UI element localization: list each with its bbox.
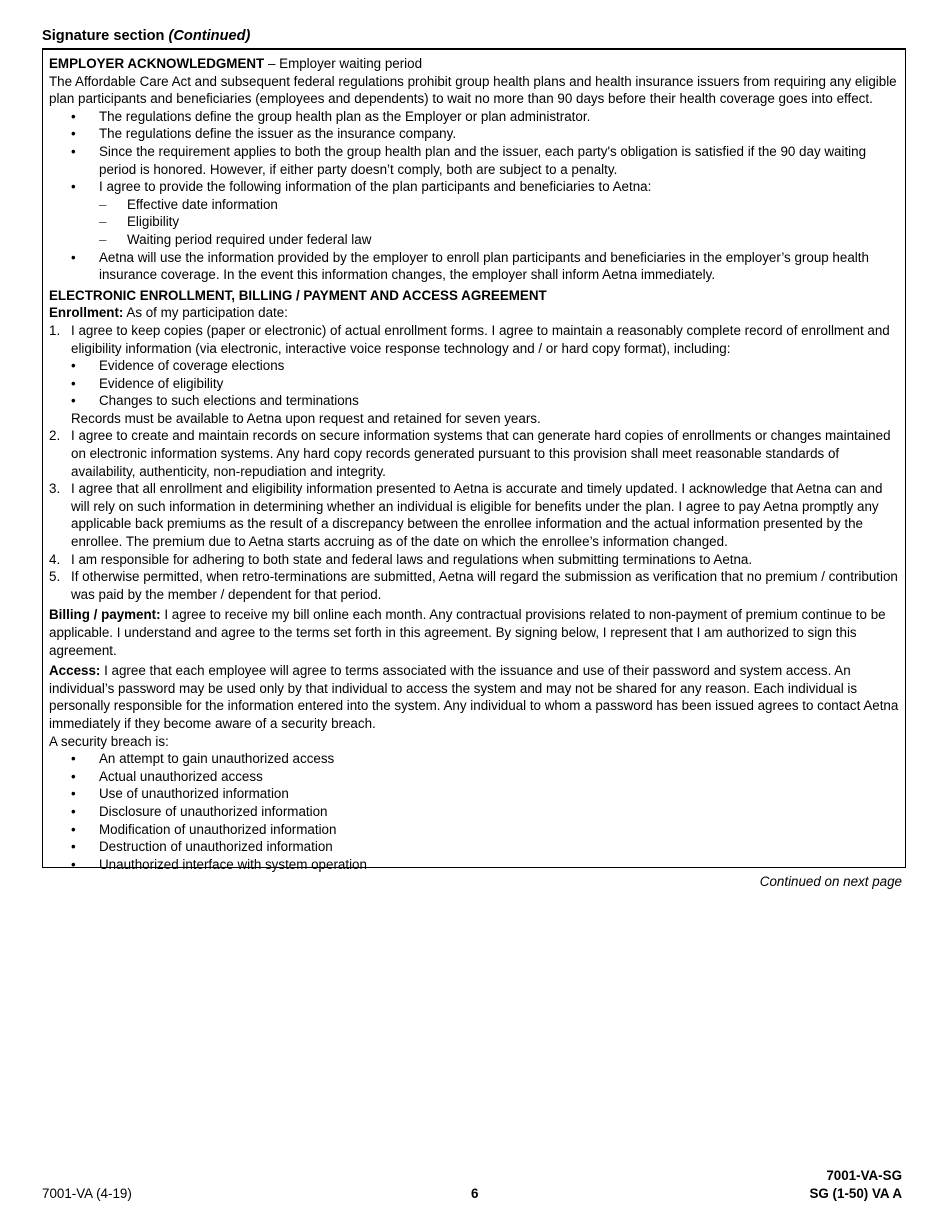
numbered-item bbox=[49, 480, 905, 550]
list-item: • Disclosure of unauthorized information bbox=[49, 803, 905, 821]
item-number: 3. bbox=[49, 481, 61, 497]
numbered-item bbox=[49, 551, 905, 569]
page-number: 6 bbox=[471, 1186, 479, 1201]
enrollment-numbered-list bbox=[49, 322, 905, 357]
item-number: 1. bbox=[49, 322, 61, 338]
form-id: 7001-VA (4-19) bbox=[42, 1186, 132, 1201]
list-item: • Destruction of unauthorized information bbox=[49, 838, 905, 856]
employer-ack-subitems bbox=[49, 196, 905, 249]
electronic-agreement-heading: ELECTRONIC ENROLLMENT, BILLING / PAYMENT AND ACCESS AGREEMENT bbox=[49, 287, 547, 303]
list-item: • Use of unauthorized information bbox=[49, 785, 905, 803]
employer-ack-bullets bbox=[49, 108, 905, 196]
enrollment-line bbox=[49, 304, 905, 322]
section-header bbox=[42, 28, 250, 46]
form-code-line-1: 7001-VA-SG bbox=[826, 1168, 902, 1183]
employer-ack-heading: EMPLOYER ACKNOWLEDGMENT bbox=[49, 56, 265, 71]
list-item: • An attempt to gain unauthorized access bbox=[49, 750, 905, 768]
item-text: I agree that all enrollment and eligibility information presented to Aetna is accurate and timely updated. I acknowledge that Aetna can and will rely on such information in determining whether an individual is eligible for benefits under the plan. I agree to pay Aetna promptly any applicable back premiums as the result of a discrepancy between the enrollee information and the actual information presented by the enrollee. The premium due to Aetna starts accruing as of the date on which the enrollee’s information changed. bbox=[71, 481, 883, 550]
billing-text: I agree to receive my bill online each month. Any contractual provisions related to non-payment of premium continue to be applicable. I understand and agree to the terms set forth in this agreement. By signing below, I represent that I am authorized to sign this agreement. bbox=[49, 607, 886, 658]
list-item: • The regulations define the group health plan as the Employer or plan administrator. bbox=[49, 108, 905, 126]
employer-ack-last-bullet bbox=[49, 249, 905, 284]
numbered-item bbox=[49, 427, 905, 480]
access-text: I agree that each employee will agree to terms associated with the issuance and use of their password and system access. An individual’s password may be used only by that individual to access the system and may not be shared for any reason. Each individual is personally responsible for the information entered into the system. Any individual to whom a password has been issued agrees to contact Aetna immediately if they become aware of a security breach. bbox=[49, 663, 899, 731]
records-bullets bbox=[49, 357, 905, 410]
breach-intro: A security breach is: bbox=[49, 733, 169, 749]
section-continued-label: (Continued) bbox=[168, 28, 251, 44]
continued-next-page: Continued on next page bbox=[759, 874, 902, 889]
numbered-item bbox=[49, 322, 905, 357]
item-number: 5. bbox=[49, 569, 61, 585]
sub-list-item: – Effective date information bbox=[49, 196, 905, 214]
sub-list-item: – Waiting period required under federal law bbox=[49, 231, 905, 249]
sub-list-item: – Eligibility bbox=[49, 213, 905, 231]
enrollment-numbered-list-continued bbox=[49, 427, 905, 603]
list-item: • Actual unauthorized access bbox=[49, 768, 905, 786]
item-number: 2. bbox=[49, 428, 61, 444]
list-item-text: I agree to provide the following information of the plan participants and beneficiaries to Aetna: bbox=[99, 179, 652, 195]
employer-ack-heading-line bbox=[49, 55, 905, 73]
list-item: • The regulations define the issuer as the insurance company. bbox=[49, 125, 905, 143]
item-text: I am responsible for adhering to both state and federal laws and regulations when submitting terminations to Aetna. bbox=[71, 551, 753, 567]
numbered-item bbox=[49, 568, 905, 603]
item-text: I agree to keep copies (paper or electronic) of actual enrollment forms. I agree to maintain a reasonably complete record of enrollment and eligibility information (via electronic, interactive voice response technology and / or hard copy format), including: bbox=[71, 322, 890, 356]
records-note: Records must be available to Aetna upon request and retained for seven years. bbox=[71, 410, 541, 426]
section-title: Signature section bbox=[42, 28, 165, 44]
list-item: • Unauthorized interface with system operation bbox=[49, 856, 905, 874]
list-item: • Since the requirement applies to both the group health plan and the issuer, each party's obligation is satisfied if the 90 day waiting period is honored. However, if either party doesn’t comply, both are subject to a penalty. bbox=[49, 143, 905, 178]
list-item: • Aetna will use the information provided by the employer to enroll plan participants and beneficiaries in the employer’s group health insurance coverage. In the event this information changes, the employer shall inform Aetna immediately. bbox=[49, 249, 905, 284]
item-text: I agree to create and maintain records on secure information systems that can generate hard copies of enrollments or changes maintained on electronic information systems. Any hard copy records generated pursuant to this provision shall meet reasonable standards of availability, authenticity, non-repudiation and integrity. bbox=[71, 428, 891, 479]
list-item bbox=[49, 178, 905, 196]
list-item: • Modification of unauthorized information bbox=[49, 821, 905, 839]
breach-list bbox=[49, 750, 905, 873]
list-item: • Changes to such elections and terminations bbox=[49, 392, 905, 410]
employer-ack-intro: The Affordable Care Act and subsequent federal regulations prohibit group health plans and health insurance issuers from requiring any eligible plan participants and beneficiaries (employees and dependents) to wait no more than 90 days before their health coverage goes into effect. bbox=[49, 73, 897, 107]
enrollment-text: As of my participation date: bbox=[123, 305, 288, 321]
billing-label: Billing / payment: bbox=[49, 607, 161, 623]
form-codes bbox=[809, 1167, 902, 1203]
enrollment-label: Enrollment: bbox=[49, 305, 124, 321]
access-paragraph bbox=[49, 662, 905, 732]
list-item: • Evidence of coverage elections bbox=[49, 357, 905, 375]
signature-section-box bbox=[42, 48, 906, 872]
item-text: If otherwise permitted, when retro-terminations are submitted, Aetna will regard the submission as verification that no premium / contribution was paid by the member / dependent for that period. bbox=[71, 569, 898, 602]
list-item: • Evidence of eligibility bbox=[49, 375, 905, 393]
employer-ack-subheading: – Employer waiting period bbox=[264, 56, 423, 71]
form-code-line-2: SG (1-50) VA A bbox=[809, 1186, 902, 1201]
billing-paragraph bbox=[49, 606, 905, 659]
access-label: Access: bbox=[49, 663, 101, 679]
item-number: 4. bbox=[49, 551, 61, 567]
